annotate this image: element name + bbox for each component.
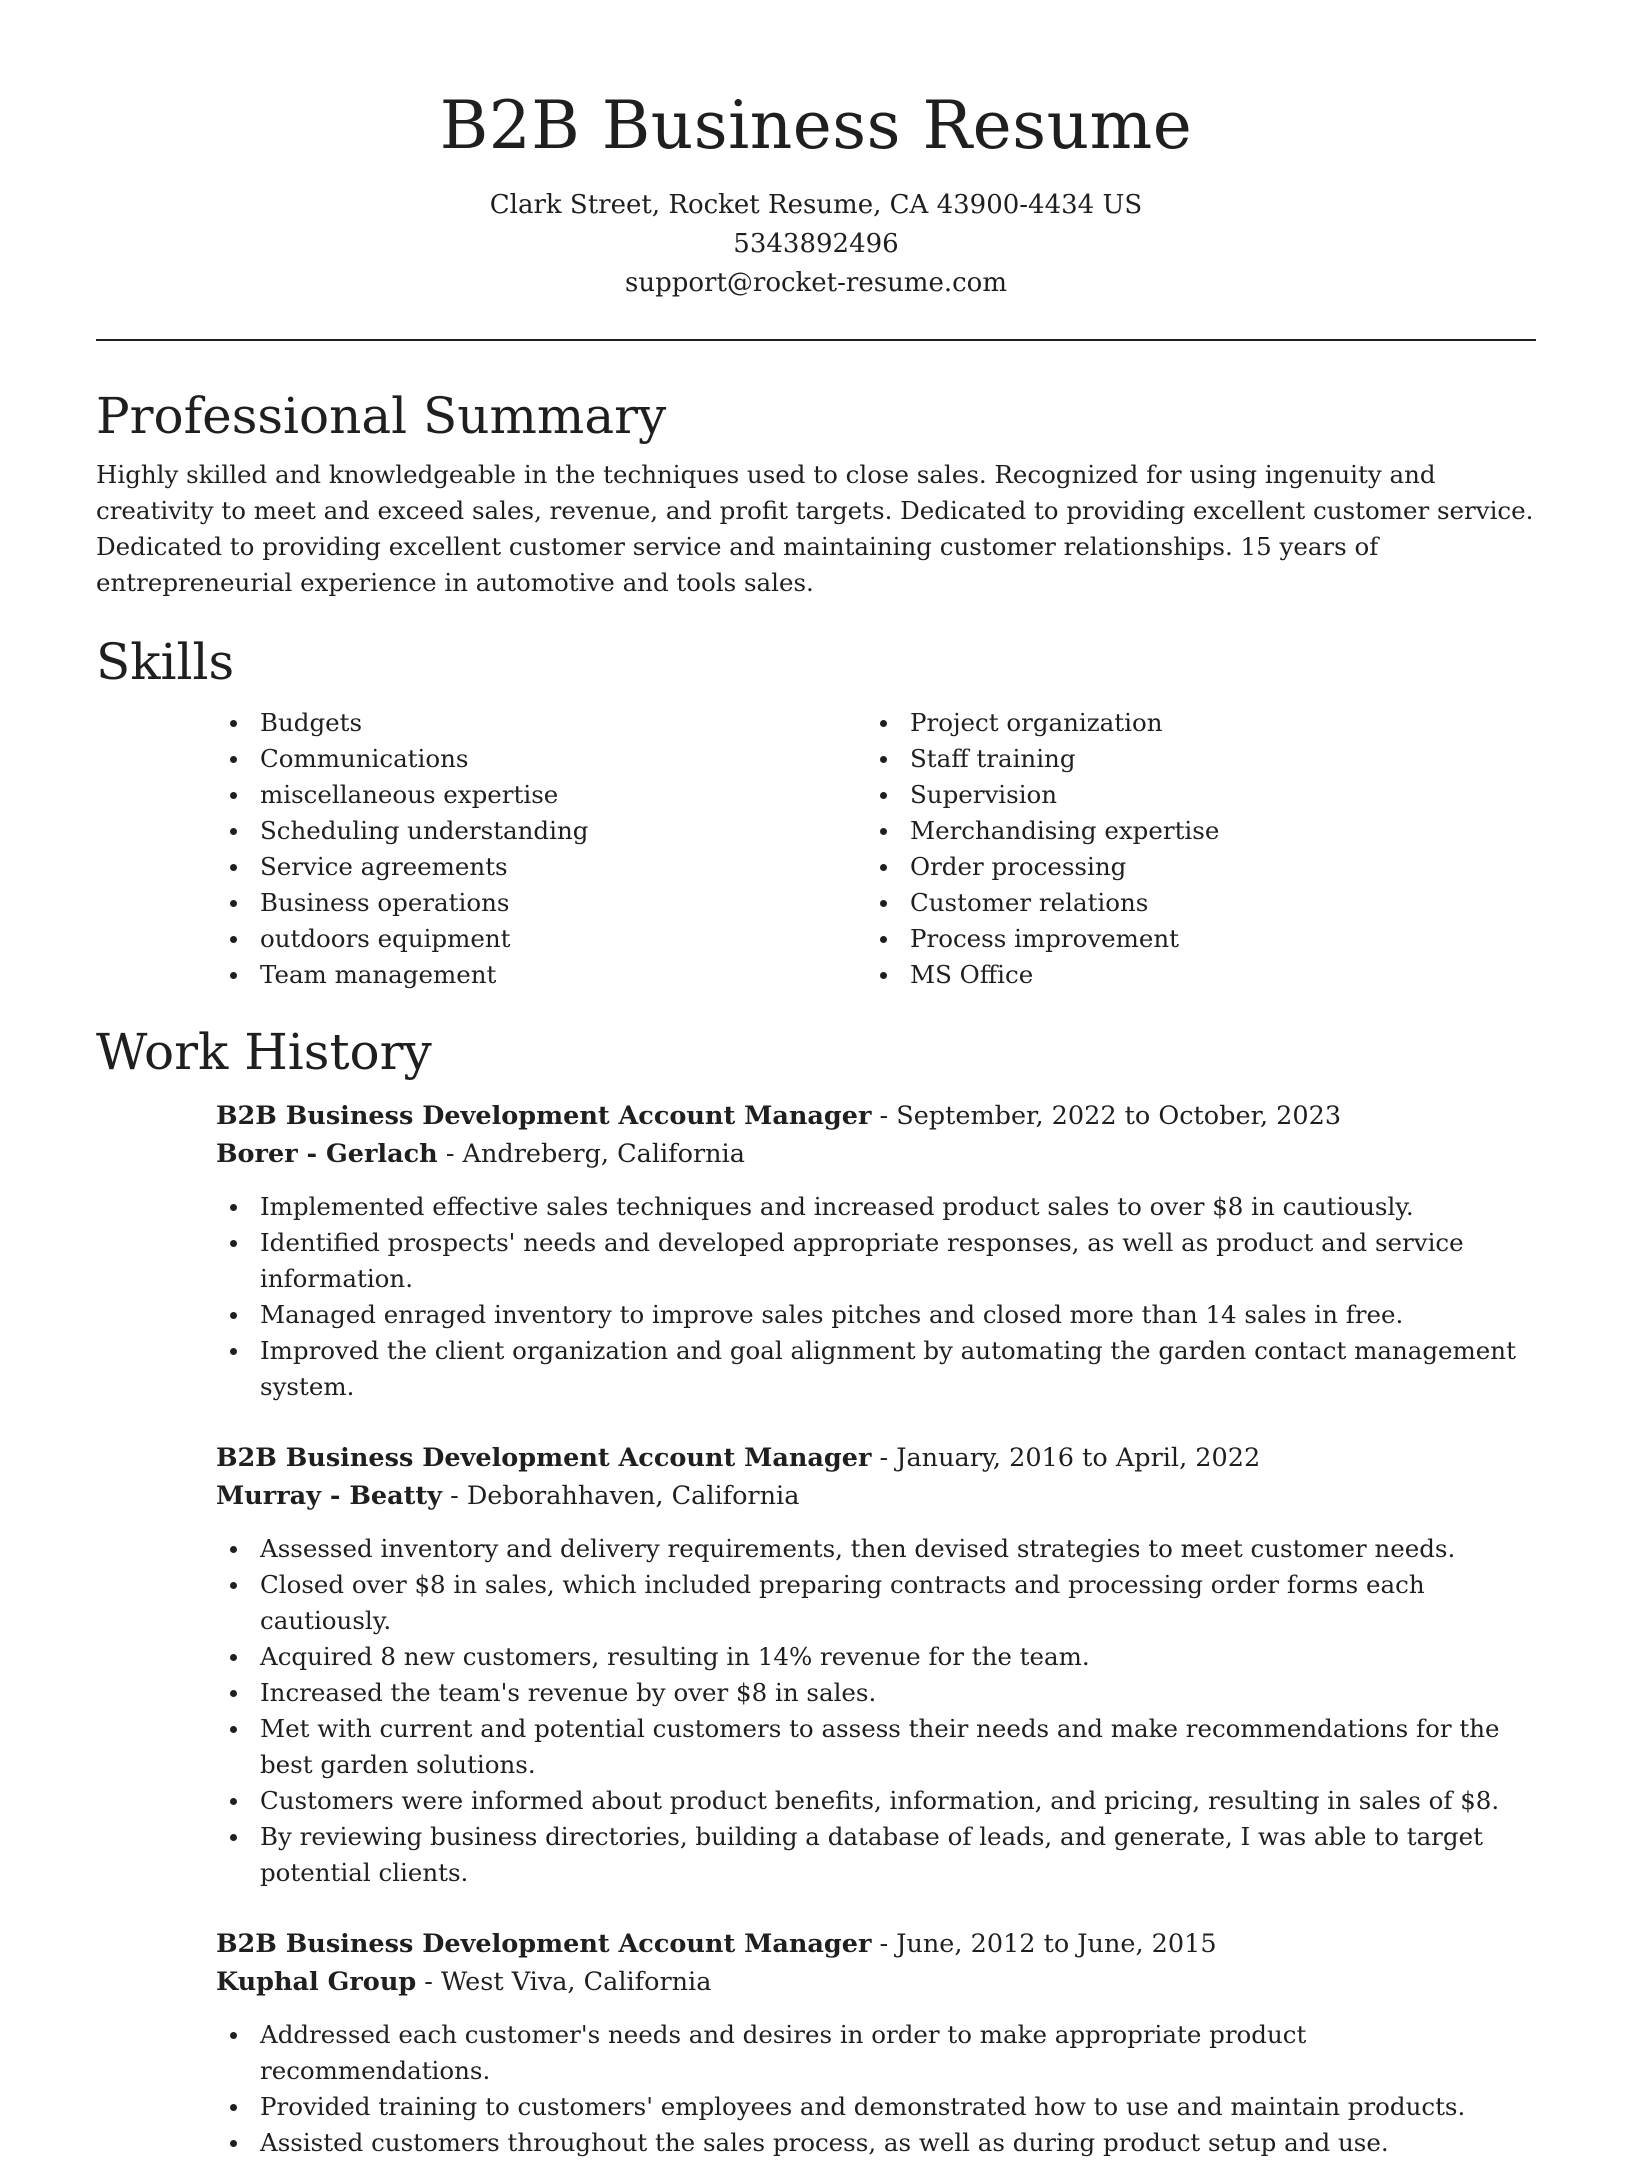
skills-heading: Skills (96, 633, 235, 691)
job-bullet: Acquired 8 new customers, resulting in 14% revenue for the team. (216, 1639, 1536, 1675)
job-bullet: Customers were informed about product benefits, information, and pricing, resulting in sales of $8. (216, 1783, 1536, 1819)
summary-heading: Professional Summary (96, 387, 667, 445)
skill-item: Process improvement (866, 921, 1516, 957)
resume-page (96, 0, 1536, 2161)
skill-item: Budgets (216, 705, 866, 741)
job-entry (216, 1439, 1536, 1891)
job-entry (216, 1097, 1536, 1405)
job-role: B2B Business Development Account Manager (216, 1443, 872, 1473)
work-section (96, 1017, 1536, 2161)
skill-item: Team management (216, 957, 866, 993)
skill-item: Staff training (866, 741, 1516, 777)
contact-phone: 5343892496 (733, 229, 899, 259)
job-company-line (216, 1963, 1536, 2001)
job-entry (216, 1925, 1536, 2161)
summary-text: Highly skilled and knowledgeable in the techniques used to close sales. Recognized for using ingenuity and creativity to meet and exceed sales, revenue, and profit targets. Dedicated to providing excellent customer service. Dedicated to providing excellent customer service and maintaining customer relationships. 15 years of entrepreneurial experience in automotive and tools sales. (96, 460, 1534, 597)
job-company: Kuphal Group (216, 1967, 417, 1997)
job-bullets (216, 2017, 1536, 2161)
job-location: - West Viva, California (416, 1967, 712, 1997)
skill-item: Business operations (216, 885, 866, 921)
skill-item: MS Office (866, 957, 1516, 993)
contact-info (96, 186, 1536, 303)
skill-item: Merchandising expertise (866, 813, 1516, 849)
skill-item: Scheduling understanding (216, 813, 866, 849)
job-bullet: Met with current and potential customers to assess their needs and make recommendations for the best garden solutions. (216, 1711, 1536, 1783)
skills-section (96, 627, 1536, 993)
job-bullet: Closed over $8 in sales, which included preparing contracts and processing order forms each cautiously. (216, 1567, 1536, 1639)
job-role: B2B Business Development Account Manager (216, 1101, 872, 1131)
skill-item: Customer relations (866, 885, 1516, 921)
skills-grid (216, 705, 1536, 993)
work-heading: Work History (96, 1023, 432, 1081)
skill-item: outdoors equipment (216, 921, 866, 957)
skill-item: Supervision (866, 777, 1516, 813)
resume-title: B2B Business Resume (439, 87, 1193, 164)
job-bullet: Addressed each customer's needs and desires in order to make appropriate product recommendations. (216, 2017, 1536, 2089)
job-title-line (216, 1439, 1536, 1477)
resume-header (96, 0, 1536, 303)
skill-item: Communications (216, 741, 866, 777)
job-bullet: By reviewing business directories, building a database of leads, and generate, I was able to target potential clients. (216, 1819, 1536, 1891)
job-location: - Andreberg, California (437, 1139, 745, 1169)
skills-list-right (866, 705, 1516, 993)
skills-list-left (216, 705, 866, 993)
job-dates: - September, 2022 to October, 2023 (871, 1101, 1342, 1131)
job-role: B2B Business Development Account Manager (216, 1929, 872, 1959)
job-title-line (216, 1925, 1536, 1963)
job-bullet: Improved the client organization and goal alignment by automating the garden contact management system. (216, 1333, 1536, 1405)
skill-item: miscellaneous expertise (216, 777, 866, 813)
job-dates: - January, 2016 to April, 2022 (871, 1443, 1261, 1473)
job-company: Murray - Beatty (216, 1481, 442, 1511)
job-bullet: Implemented effective sales techniques and increased product sales to over $8 in cautiously. (216, 1189, 1536, 1225)
job-bullet: Identified prospects' needs and developed appropriate responses, as well as product and service information. (216, 1225, 1536, 1297)
job-bullet: Assessed inventory and delivery requirements, then devised strategies to meet customer needs. (216, 1531, 1536, 1567)
job-bullet: Assisted customers throughout the sales process, as well as during product setup and use. (216, 2125, 1536, 2161)
contact-address: Clark Street, Rocket Resume, CA 43900-4434 US (489, 190, 1143, 220)
job-bullet: Increased the team's revenue by over $8 in sales. (216, 1675, 1536, 1711)
job-company-line (216, 1477, 1536, 1515)
job-company: Borer - Gerlach (216, 1139, 438, 1169)
job-title-line (216, 1097, 1536, 1135)
job-bullets (216, 1189, 1536, 1405)
job-bullet: Provided training to customers' employees and demonstrated how to use and maintain products. (216, 2089, 1536, 2125)
job-bullets (216, 1531, 1536, 1891)
skill-item: Project organization (866, 705, 1516, 741)
summary-section (96, 381, 1536, 601)
job-company-line (216, 1135, 1536, 1173)
header-divider (96, 339, 1536, 341)
job-location: - Deborahhaven, California (442, 1481, 800, 1511)
contact-email: support@rocket-resume.com (624, 268, 1007, 298)
job-bullet: Managed enraged inventory to improve sales pitches and closed more than 14 sales in free. (216, 1297, 1536, 1333)
skill-item: Service agreements (216, 849, 866, 885)
job-dates: - June, 2012 to June, 2015 (871, 1929, 1217, 1959)
skill-item: Order processing (866, 849, 1516, 885)
